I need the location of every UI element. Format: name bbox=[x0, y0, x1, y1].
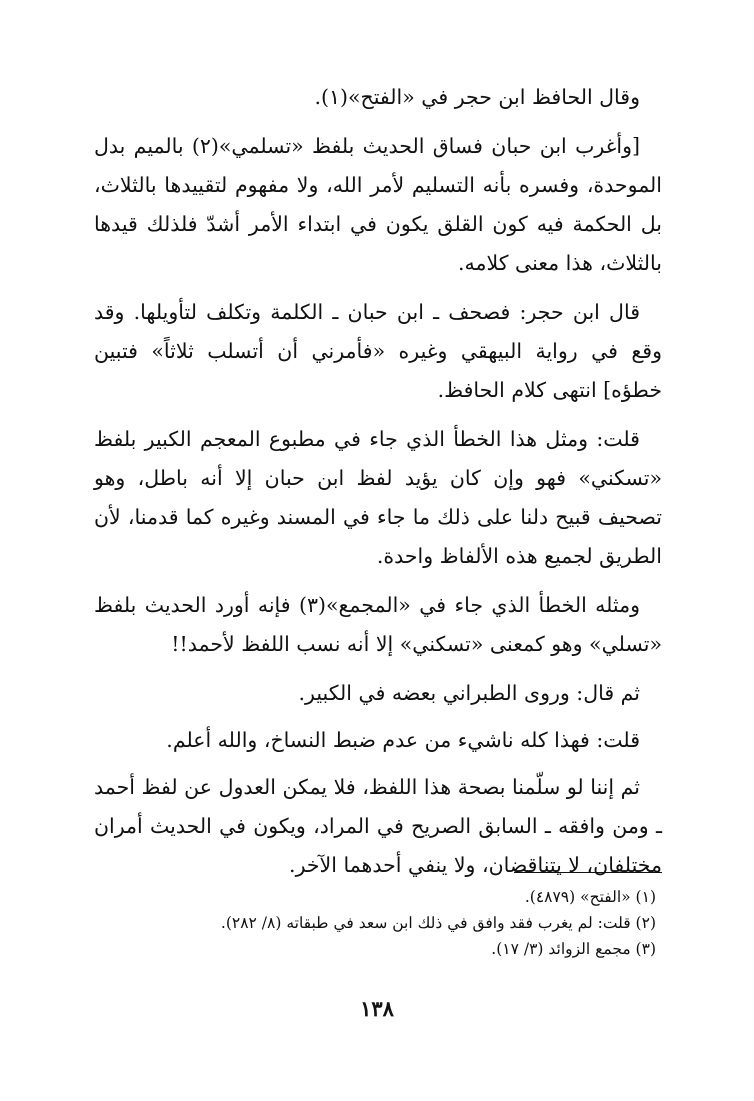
paragraph-1: وقال الحافظ ابن حجر في «الفتح»(١). bbox=[314, 85, 640, 109]
paragraph-2: [وأغرب ابن حبان فساق الحديث بلفظ «تسلمي»(٢) بالميم بدل الموحدة، وفسره بأنه التسليم لأمر الله، ولا مفهوم لتقييدها بالثلاث، بل الحكمة فيه كون القلق يكون في ابتداء الأمر أشدّ فلذلك قيدها بالثلاث، هذا معنى كلامه. bbox=[94, 134, 662, 275]
main-text bbox=[94, 78, 662, 895]
footnote-2: (٢) قلت: لم يغرب فقد وافق في ذلك ابن سعد في طبقاته (٨/ ٢٨٢). bbox=[220, 914, 656, 932]
footnotes bbox=[96, 884, 656, 962]
paragraph-3: قال ابن حجر: فصحف ـ ابن حبان ـ الكلمة وتكلف لتأويلها. وقد وقع في رواية البيهقي وغيره «فأمرني أن أتسلب ثلاثاً» فتبين خطؤه] انتهى كلام الحافظ. bbox=[94, 300, 662, 402]
paragraph-5: ومثله الخطأ الذي جاء في «المجمع»(٣) فإنه أورد الحديث بلفظ «تسلي» وهو كمعنى «تسكني» إلا أنه نسب اللفظ لأحمد!! bbox=[94, 593, 662, 656]
paragraph-8: ثم إننا لو سلّمنا بصحة هذا اللفظ، فلا يمكن العدول عن لفظ أحمد ـ ومن وافقه ـ السابق الصريح في المراد، ويكون في الحديث أمران مختلفان، لا يتناقضان، ولا ينفي أحدهما الآخر. bbox=[94, 775, 662, 877]
footnote-1: (١) «الفتح» (٤٨٧٩). bbox=[524, 888, 656, 906]
footnote-separator bbox=[514, 872, 662, 873]
paragraph-6: ثم قال: وروى الطبراني بعضه في الكبير. bbox=[298, 681, 640, 705]
paragraph-4: قلت: ومثل هذا الخطأ الذي جاء في مطبوع المعجم الكبير بلفظ «تسكني» فهو وإن كان يؤيد لفظ ابن حبان إلا أنه باطل، وهو تصحيف قبيح دلنا على ذلك ما جاء في المسند وغيره كما قدمنا، لأن الطريق لجميع هذه الألفاظ واحدة. bbox=[94, 427, 662, 568]
footnote-3: (٣) مجمع الزوائد (٣/ ١٧). bbox=[491, 940, 656, 958]
page-number: ١٣٨ bbox=[360, 996, 394, 1021]
paragraph-7: قلت: فهذا كله ناشيء من عدم ضبط النساخ، والله أعلم. bbox=[166, 728, 640, 752]
